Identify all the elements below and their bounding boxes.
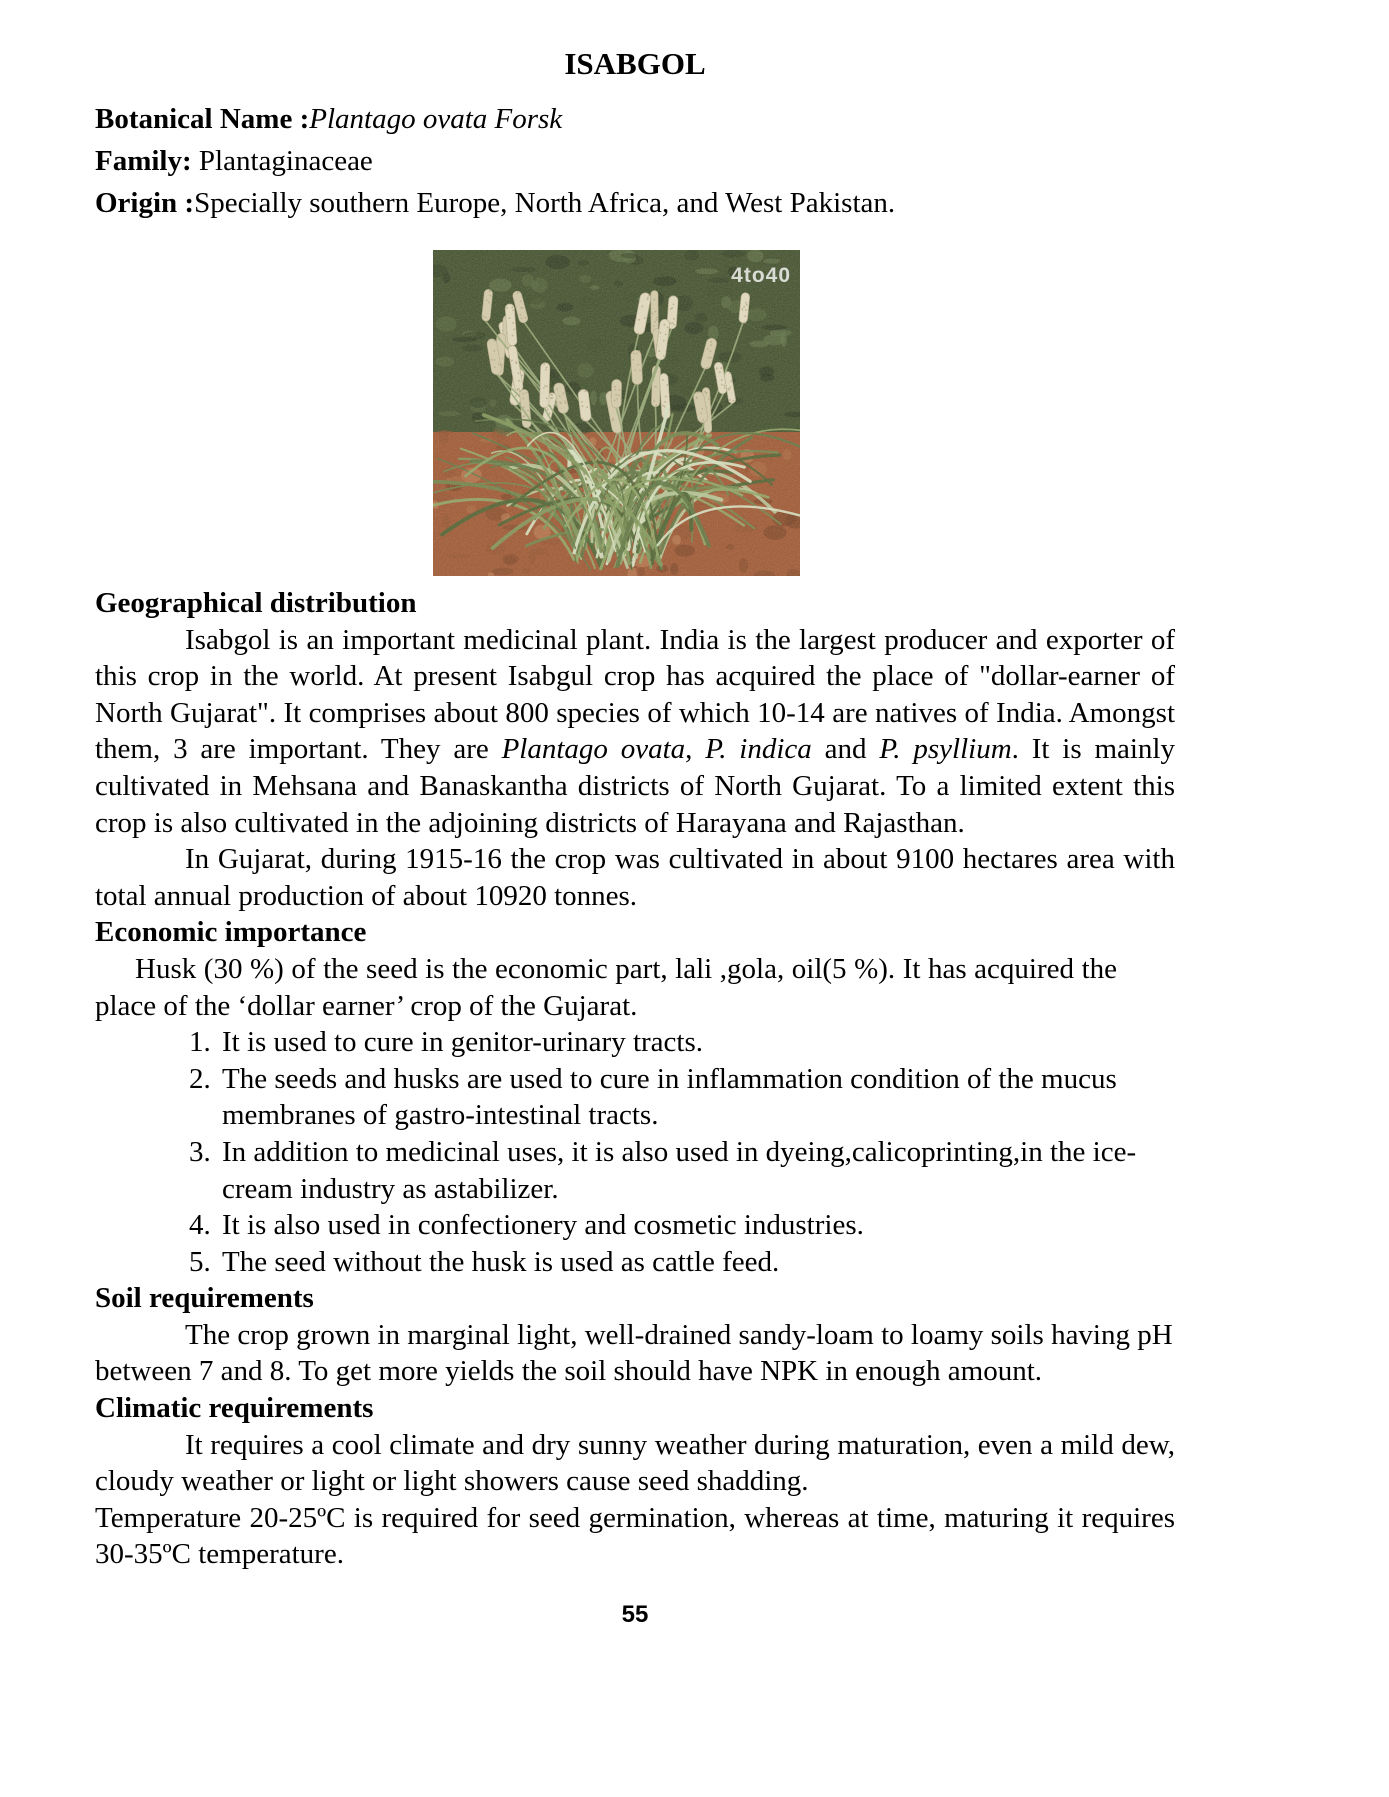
paragraph-climatic-2: Temperature 20-25ºC is required for seed germination, whereas at time, maturing it requires 30-35ºC temperature. <box>95 1501 1175 1571</box>
list-item: 4. It is also used in confectionery and cosmetic industries. <box>218 1207 1175 1244</box>
latin-name: P. indica <box>705 733 812 766</box>
paragraph-geographical-1 <box>95 622 1175 842</box>
list-item: 3. In addition to medicinal uses, it is also used in dyeing,calicoprinting,in the ice-cream industry as astabilizer. <box>218 1134 1175 1207</box>
section-heading-climatic: Climatic requirements <box>95 1392 374 1425</box>
family-line <box>95 140 1175 182</box>
paragraph-soil: The crop grown in marginal light, well-drained sandy-loam to loamy soils having pH between 7 and 8. To get more yields the soil should have NPK in enough amount. <box>95 1318 1173 1388</box>
section-heading-soil: Soil requirements <box>95 1282 314 1315</box>
section-heading-economic: Economic importance <box>95 916 367 949</box>
origin-label: Origin : <box>95 187 195 219</box>
family-value: Plantaginaceae <box>191 145 373 177</box>
botanical-name-line <box>95 98 1175 140</box>
latin-name: P. psyllium <box>879 733 1012 766</box>
document-page <box>95 0 1175 1628</box>
list-item: 2. The seeds and husks are used to cure in inflammation condition of the mucus membranes of gastro-intestinal tracts. <box>218 1061 1175 1134</box>
latin-name: Plantago ovata <box>501 733 686 766</box>
list-item: 1. It is used to cure in genitor-urinary tracts. <box>218 1024 1175 1061</box>
text-segment: and <box>811 733 880 766</box>
page-number: 55 <box>621 1601 649 1628</box>
meta-block <box>95 98 1175 224</box>
economic-uses-list <box>95 1024 1175 1280</box>
botanical-name-label: Botanical Name : <box>95 103 310 135</box>
family-label: Family: <box>95 145 192 177</box>
paragraph-economic: Husk (30 %) of the seed is the economic part, lali ,gola, oil(5 %). It has acquired the place of the ‘dollar earner’ crop of the Gujarat. <box>95 952 1117 1022</box>
paragraph-geographical-2: In Gujarat, during 1915-16 the crop was cultivated in about 9100 hectares area with total annual production of about 10920 tonnes. <box>95 843 1175 912</box>
text-segment: Isabgol is an important medicinal plant. India is the largest producer and exporter of this crop in the world. At present Isabgul crop has acquired the place of "dollar-earner of North Gujarat". It comprises about 800 species of which 10-14 are natives of India. Amongst them, 3 are important. They are <box>95 623 1175 766</box>
paragraph-climatic-1: It requires a cool climate and dry sunny weather during maturation, even a mild dew, cloudy weather or light or light showers cause seed shadding. <box>95 1428 1175 1498</box>
section-heading-geographical: Geographical distribution <box>95 587 417 619</box>
isabgol-plant-photo <box>433 250 800 576</box>
origin-value: Specially southern Europe, North Africa, and West Pakistan. <box>194 187 896 219</box>
photo-watermark: 4to40 <box>731 264 791 287</box>
text-segment: . It is mainly cultivated in Mehsana and Banaskantha districts of North Gujarat. To a limited extent this crop is also cultivated in the adjoining districts of Harayana and Rajasthan. <box>95 733 1175 839</box>
page-title: ISABGOL <box>564 46 706 81</box>
photo-grain-overlay <box>433 250 800 576</box>
list-item: 5. The seed without the husk is used as cattle feed. <box>218 1244 1175 1281</box>
text-segment: , <box>685 733 706 766</box>
origin-line <box>95 182 1175 224</box>
botanical-name-value: Plantago ovata Forsk <box>309 103 563 135</box>
